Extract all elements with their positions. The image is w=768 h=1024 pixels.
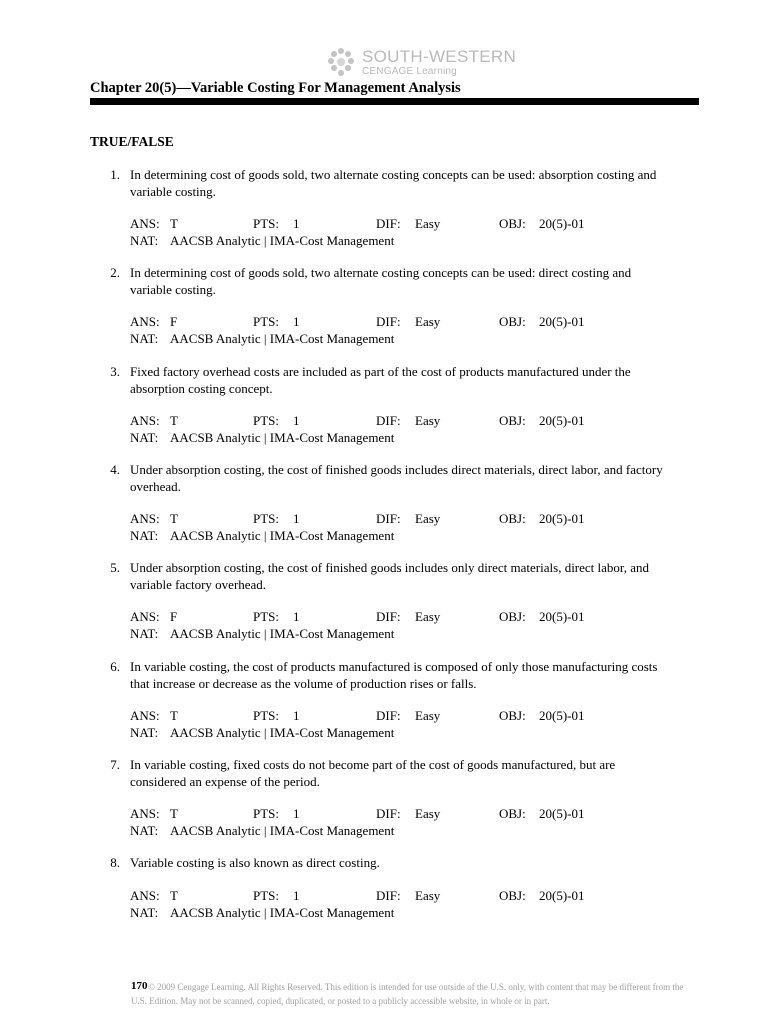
- question-text-line: Under absorption costing, the cost of finished goods includes direct materials, direct labor, and factory: [130, 462, 663, 477]
- obj-value: 20(5)-01: [539, 708, 585, 723]
- question-text-line: that increase or decrease as the volume of production rises or falls.: [130, 675, 477, 691]
- dif-label: DIF:: [376, 216, 401, 231]
- question-text-line: In determining cost of goods sold, two alternate costing concepts can be used: direct costing and: [130, 265, 632, 280]
- obj-value: 20(5)-01: [539, 314, 585, 329]
- nat-value: AACSB Analytic | IMA-Cost Management: [170, 527, 395, 543]
- pts-label: PTS:: [253, 216, 280, 231]
- question-number: 8.: [110, 855, 120, 870]
- question-text-line: In determining cost of goods sold, two alternate costing concepts can be used: absorption costing and: [130, 167, 657, 182]
- question-text-line: overhead.: [130, 478, 181, 494]
- dif-value: Easy: [415, 806, 441, 821]
- question-text-line: variable costing.: [130, 281, 216, 297]
- nat-value: AACSB Analytic | IMA-Cost Management: [170, 330, 395, 346]
- question-text-line: In variable costing, fixed costs do not become part of the cost of goods manufactured, but are: [130, 757, 616, 772]
- obj-label: OBJ:: [499, 413, 526, 428]
- answer-row: [130, 609, 590, 626]
- answer-row: [130, 708, 590, 725]
- ans-label: ANS:: [130, 314, 160, 329]
- nat-row: [130, 331, 590, 348]
- page-number: 170: [131, 980, 148, 992]
- pts-value: 1: [293, 511, 300, 526]
- question-text-line: variable factory overhead.: [130, 576, 267, 592]
- obj-label: OBJ:: [499, 511, 526, 526]
- pts-label: PTS:: [253, 609, 280, 624]
- title-rule: [90, 98, 699, 105]
- obj-label: OBJ:: [499, 314, 526, 329]
- pts-label: PTS:: [253, 888, 280, 903]
- obj-label: OBJ:: [499, 216, 526, 231]
- pts-label: PTS:: [253, 413, 280, 428]
- question-text-line: considered an expense of the period.: [130, 773, 320, 789]
- question-text-line: Variable costing is also known as direct costing.: [130, 855, 380, 870]
- ans-value: T: [170, 216, 178, 231]
- ans-label: ANS:: [130, 511, 160, 526]
- obj-value: 20(5)-01: [539, 216, 585, 231]
- ans-label: ANS:: [130, 609, 160, 624]
- nat-row: [130, 528, 590, 545]
- ans-label: ANS:: [130, 806, 160, 821]
- logo-wordmark: SOUTH-WESTERN: [362, 47, 517, 66]
- answer-row: [130, 216, 590, 233]
- logo-subline: CENGAGE Learning: [362, 66, 457, 77]
- answer-row: [130, 314, 590, 331]
- question-text: [130, 167, 700, 200]
- obj-label: OBJ:: [499, 806, 526, 821]
- dif-label: DIF:: [376, 609, 401, 624]
- obj-label: OBJ:: [499, 609, 526, 624]
- question-number: 1.: [110, 167, 120, 182]
- logo-mark-icon: [324, 46, 358, 80]
- question-text-line: Under absorption costing, the cost of finished goods includes only direct materials, direct labor, and: [130, 560, 649, 575]
- question-text-line: Fixed factory overhead costs are included as part of the cost of products manufactured under the: [130, 364, 631, 379]
- nat-value: AACSB Analytic | IMA-Cost Management: [170, 822, 395, 838]
- question-number: 2.: [110, 265, 120, 280]
- pts-label: PTS:: [253, 708, 280, 723]
- pts-value: 1: [293, 806, 300, 821]
- pts-label: PTS:: [253, 511, 280, 526]
- nat-value: AACSB Analytic | IMA-Cost Management: [170, 429, 395, 445]
- dif-value: Easy: [415, 216, 441, 231]
- nat-value: AACSB Analytic | IMA-Cost Management: [170, 625, 395, 641]
- nat-row: [130, 430, 590, 447]
- nat-row: [130, 725, 590, 742]
- chapter-title: Chapter 20(5)—Variable Costing For Management Analysis: [90, 80, 461, 96]
- ans-value: F: [170, 609, 178, 624]
- dif-value: Easy: [415, 708, 441, 723]
- dif-value: Easy: [415, 888, 441, 903]
- question-text-line: absorption costing concept.: [130, 380, 273, 396]
- dif-value: Easy: [415, 413, 441, 428]
- dif-label: DIF:: [376, 888, 401, 903]
- nat-label: NAT:: [130, 330, 159, 346]
- answer-row: [130, 888, 590, 905]
- answer-row: [130, 806, 590, 823]
- question-text: [130, 462, 700, 495]
- pts-value: 1: [293, 888, 300, 903]
- dif-value: Easy: [415, 314, 441, 329]
- dif-label: DIF:: [376, 314, 401, 329]
- question-text-line: In variable costing, the cost of products manufactured is composed of only those manufacturing costs: [130, 659, 658, 674]
- pts-label: PTS:: [253, 314, 280, 329]
- pts-value: 1: [293, 609, 300, 624]
- question-text: [130, 659, 700, 692]
- obj-value: 20(5)-01: [539, 806, 585, 821]
- ans-value: T: [170, 413, 178, 428]
- publisher-logo: [324, 46, 517, 80]
- nat-label: NAT:: [130, 904, 159, 920]
- question-number: 4.: [110, 462, 120, 477]
- ans-value: T: [170, 888, 178, 903]
- pts-label: PTS:: [253, 806, 280, 821]
- question-text: [130, 757, 700, 790]
- dif-label: DIF:: [376, 511, 401, 526]
- question-number: 5.: [110, 560, 120, 575]
- pts-value: 1: [293, 413, 300, 428]
- answer-row: [130, 511, 590, 528]
- nat-label: NAT:: [130, 429, 159, 445]
- ans-value: T: [170, 511, 178, 526]
- dif-value: Easy: [415, 609, 441, 624]
- obj-value: 20(5)-01: [539, 888, 585, 903]
- ans-label: ANS:: [130, 413, 160, 428]
- nat-label: NAT:: [130, 527, 159, 543]
- dif-label: DIF:: [376, 413, 401, 428]
- ans-label: ANS:: [130, 708, 160, 723]
- obj-label: OBJ:: [499, 708, 526, 723]
- nat-value: AACSB Analytic | IMA-Cost Management: [170, 904, 395, 920]
- question-text: [130, 265, 700, 298]
- nat-row: [130, 626, 590, 643]
- pts-value: 1: [293, 216, 300, 231]
- obj-label: OBJ:: [499, 888, 526, 903]
- dif-value: Easy: [415, 511, 441, 526]
- nat-value: AACSB Analytic | IMA-Cost Management: [170, 724, 395, 740]
- obj-value: 20(5)-01: [539, 609, 585, 624]
- dif-label: DIF:: [376, 708, 401, 723]
- nat-row: [130, 905, 590, 922]
- ans-value: T: [170, 708, 178, 723]
- question-number: 6.: [110, 659, 120, 674]
- question-number: 3.: [110, 364, 120, 379]
- obj-value: 20(5)-01: [539, 511, 585, 526]
- section-heading: TRUE/FALSE: [90, 134, 174, 149]
- question-text: [130, 855, 700, 872]
- obj-value: 20(5)-01: [539, 413, 585, 428]
- nat-label: NAT:: [130, 822, 159, 838]
- ans-label: ANS:: [130, 216, 160, 231]
- question-text: [130, 364, 700, 397]
- nat-row: [130, 823, 590, 840]
- question-text: [130, 560, 700, 593]
- nat-label: NAT:: [130, 724, 159, 740]
- ans-value: F: [170, 314, 178, 329]
- nat-label: NAT:: [130, 625, 159, 641]
- nat-row: [130, 233, 590, 250]
- ans-value: T: [170, 806, 178, 821]
- question-number: 7.: [110, 757, 120, 772]
- dif-label: DIF:: [376, 806, 401, 821]
- copyright-notice: © 2009 Cengage Learning. All Rights Reserved. This edition is intended for use outside of the U.S. only, with content that may be different from the U.S. Edition. May not be scanned, copied, duplicated, or posted to a publicly accessible website, in whole or in part.: [131, 982, 684, 1006]
- answer-row: [130, 413, 590, 430]
- pts-value: 1: [293, 708, 300, 723]
- question-text-line: variable costing.: [130, 183, 216, 199]
- pts-value: 1: [293, 314, 300, 329]
- nat-label: NAT:: [130, 232, 159, 248]
- nat-value: AACSB Analytic | IMA-Cost Management: [170, 232, 395, 248]
- ans-label: ANS:: [130, 888, 160, 903]
